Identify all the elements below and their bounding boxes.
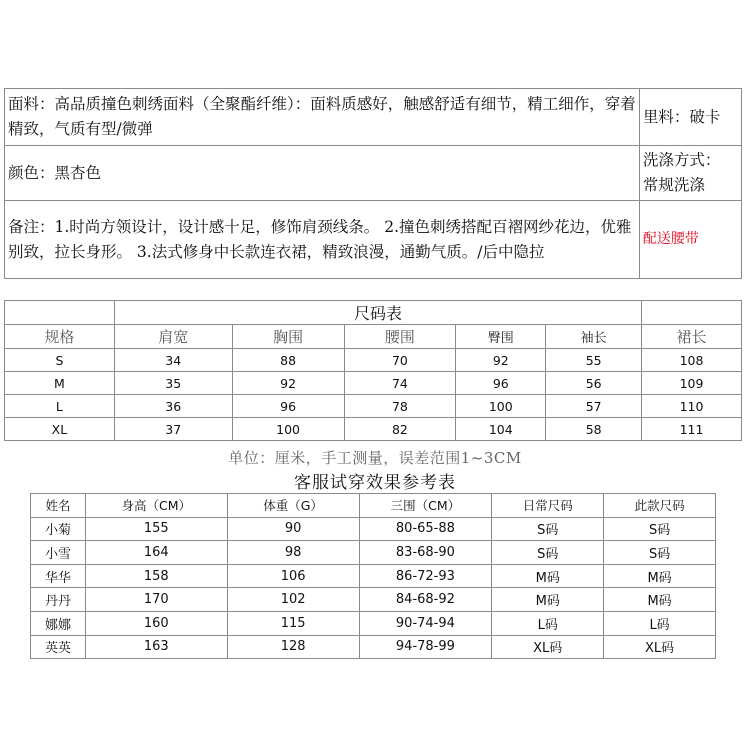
tryon-row bbox=[31, 564, 716, 588]
size-cell: 100 bbox=[456, 395, 546, 418]
tryon-header-cell: 此款尺码 bbox=[604, 494, 716, 518]
tryon-row bbox=[31, 611, 716, 635]
size-title-left-cell bbox=[5, 301, 115, 325]
tryon-row bbox=[31, 541, 716, 565]
size-cell: 104 bbox=[456, 418, 546, 441]
tryon-row bbox=[31, 517, 716, 541]
tryon-cell: S码 bbox=[604, 541, 716, 565]
size-cell: 100 bbox=[232, 418, 344, 441]
tryon-cell: M码 bbox=[492, 564, 604, 588]
tryon-header-cell: 身高（CM） bbox=[85, 494, 227, 518]
size-row bbox=[5, 418, 742, 441]
tryon-cell: 83-68-90 bbox=[359, 541, 492, 565]
size-title-right-cell bbox=[642, 301, 742, 325]
size-chart-title: 尺码表 bbox=[114, 301, 641, 325]
tryon-header-cell: 日常尺码 bbox=[492, 494, 604, 518]
size-header-cell: 胸围 bbox=[232, 325, 344, 349]
size-cell: XL bbox=[5, 418, 115, 441]
tryon-cell: M码 bbox=[604, 588, 716, 612]
tryon-header-cell: 体重（G） bbox=[227, 494, 359, 518]
tryon-cell: 小菊 bbox=[31, 517, 86, 541]
tryon-cell: 102 bbox=[227, 588, 359, 612]
size-header-cell: 裙长 bbox=[642, 325, 742, 349]
size-cell: 82 bbox=[344, 418, 456, 441]
size-cell: 111 bbox=[642, 418, 742, 441]
wash-value: 常规洗涤 bbox=[642, 176, 705, 194]
size-header-cell: 规格 bbox=[5, 325, 115, 349]
size-cell: 96 bbox=[456, 372, 546, 395]
tryon-cell: 90-74-94 bbox=[359, 611, 492, 635]
size-cell: 92 bbox=[232, 372, 344, 395]
tryon-row bbox=[31, 635, 716, 659]
size-row bbox=[5, 372, 742, 395]
tryon-cell: M码 bbox=[604, 564, 716, 588]
size-cell: L bbox=[5, 395, 115, 418]
tryon-cell: M码 bbox=[492, 588, 604, 612]
remark-cell: 备注：1.时尚方领设计，设计感十足，修饰肩颈线条。 2.撞色刺绣搭配百褶网纱花边，优雅别致，拉长身形。 3.法式修身中长款连衣裙，精致浪漫，通勤气质。/后中隐拉 bbox=[5, 201, 640, 279]
tryon-title: 客服试穿效果参考表 bbox=[294, 473, 456, 493]
size-cell: S bbox=[5, 349, 115, 372]
size-cell: 92 bbox=[456, 349, 546, 372]
tryon-cell: 158 bbox=[85, 564, 227, 588]
size-cell: 78 bbox=[344, 395, 456, 418]
tryon-cell: S码 bbox=[492, 517, 604, 541]
tryon-cell: 160 bbox=[85, 611, 227, 635]
size-header-cell: 臀围 bbox=[456, 325, 546, 349]
size-cell: 74 bbox=[344, 372, 456, 395]
tryon-header-row bbox=[31, 494, 716, 518]
tryon-cell: 128 bbox=[227, 635, 359, 659]
tryon-cell: L码 bbox=[492, 611, 604, 635]
tryon-cell: 90 bbox=[227, 517, 359, 541]
size-cell: 57 bbox=[546, 395, 642, 418]
size-header-cell: 腰围 bbox=[344, 325, 456, 349]
tryon-cell: 84-68-92 bbox=[359, 588, 492, 612]
size-cell: 108 bbox=[642, 349, 742, 372]
tryon-cell: 170 bbox=[85, 588, 227, 612]
tryon-cell: 丹丹 bbox=[31, 588, 86, 612]
tryon-cell: 163 bbox=[85, 635, 227, 659]
tryon-cell: XL码 bbox=[604, 635, 716, 659]
size-cell: 110 bbox=[642, 395, 742, 418]
size-cell: 109 bbox=[642, 372, 742, 395]
size-cell: 37 bbox=[114, 418, 232, 441]
size-cell: 34 bbox=[114, 349, 232, 372]
tryon-cell: S码 bbox=[492, 541, 604, 565]
lining-cell: 里料：破卡 bbox=[639, 89, 741, 146]
tryon-row bbox=[31, 588, 716, 612]
tryon-cell: L码 bbox=[604, 611, 716, 635]
size-cell: 56 bbox=[546, 372, 642, 395]
size-row bbox=[5, 395, 742, 418]
product-info-table bbox=[4, 88, 742, 279]
tryon-cell: 115 bbox=[227, 611, 359, 635]
tryon-cell: 华华 bbox=[31, 564, 86, 588]
tryon-cell: 98 bbox=[227, 541, 359, 565]
size-cell: 96 bbox=[232, 395, 344, 418]
color-cell: 颜色：黑杏色 bbox=[5, 146, 640, 201]
fabric-cell: 面料：高品质撞色刺绣面料（全聚酯纤维）：面料质感好，触感舒适有细节，精工细作，穿着精致，气质有型/微弹 bbox=[5, 89, 640, 146]
size-chart-table bbox=[4, 300, 742, 441]
size-cell: 70 bbox=[344, 349, 456, 372]
tryon-cell: 80-65-88 bbox=[359, 517, 492, 541]
tryon-cell: 164 bbox=[85, 541, 227, 565]
size-row bbox=[5, 349, 742, 372]
gift-cell: 配送腰带 bbox=[639, 201, 741, 279]
wash-label: 洗涤方式： bbox=[642, 151, 721, 169]
tryon-cell: 155 bbox=[85, 517, 227, 541]
size-header-cell: 肩宽 bbox=[114, 325, 232, 349]
wash-cell bbox=[639, 146, 741, 201]
tryon-header-cell: 三围（CM） bbox=[359, 494, 492, 518]
tryon-cell: 94-78-99 bbox=[359, 635, 492, 659]
tryon-cell: 英英 bbox=[31, 635, 86, 659]
size-cell: M bbox=[5, 372, 115, 395]
size-cell: 58 bbox=[546, 418, 642, 441]
tryon-cell: S码 bbox=[604, 517, 716, 541]
size-header-row bbox=[5, 325, 742, 349]
size-header-cell: 袖长 bbox=[546, 325, 642, 349]
tryon-header-cell: 姓名 bbox=[31, 494, 86, 518]
tryon-cell: 86-72-93 bbox=[359, 564, 492, 588]
size-cell: 35 bbox=[114, 372, 232, 395]
tryon-cell: 小雪 bbox=[31, 541, 86, 565]
size-cell: 36 bbox=[114, 395, 232, 418]
tryon-cell: 106 bbox=[227, 564, 359, 588]
tryon-cell: 娜娜 bbox=[31, 611, 86, 635]
tryon-cell: XL码 bbox=[492, 635, 604, 659]
size-cell: 88 bbox=[232, 349, 344, 372]
tryon-table bbox=[30, 493, 716, 659]
measurement-note: 单位：厘米，手工测量，误差范围1~3CM bbox=[228, 449, 522, 467]
size-cell: 55 bbox=[546, 349, 642, 372]
